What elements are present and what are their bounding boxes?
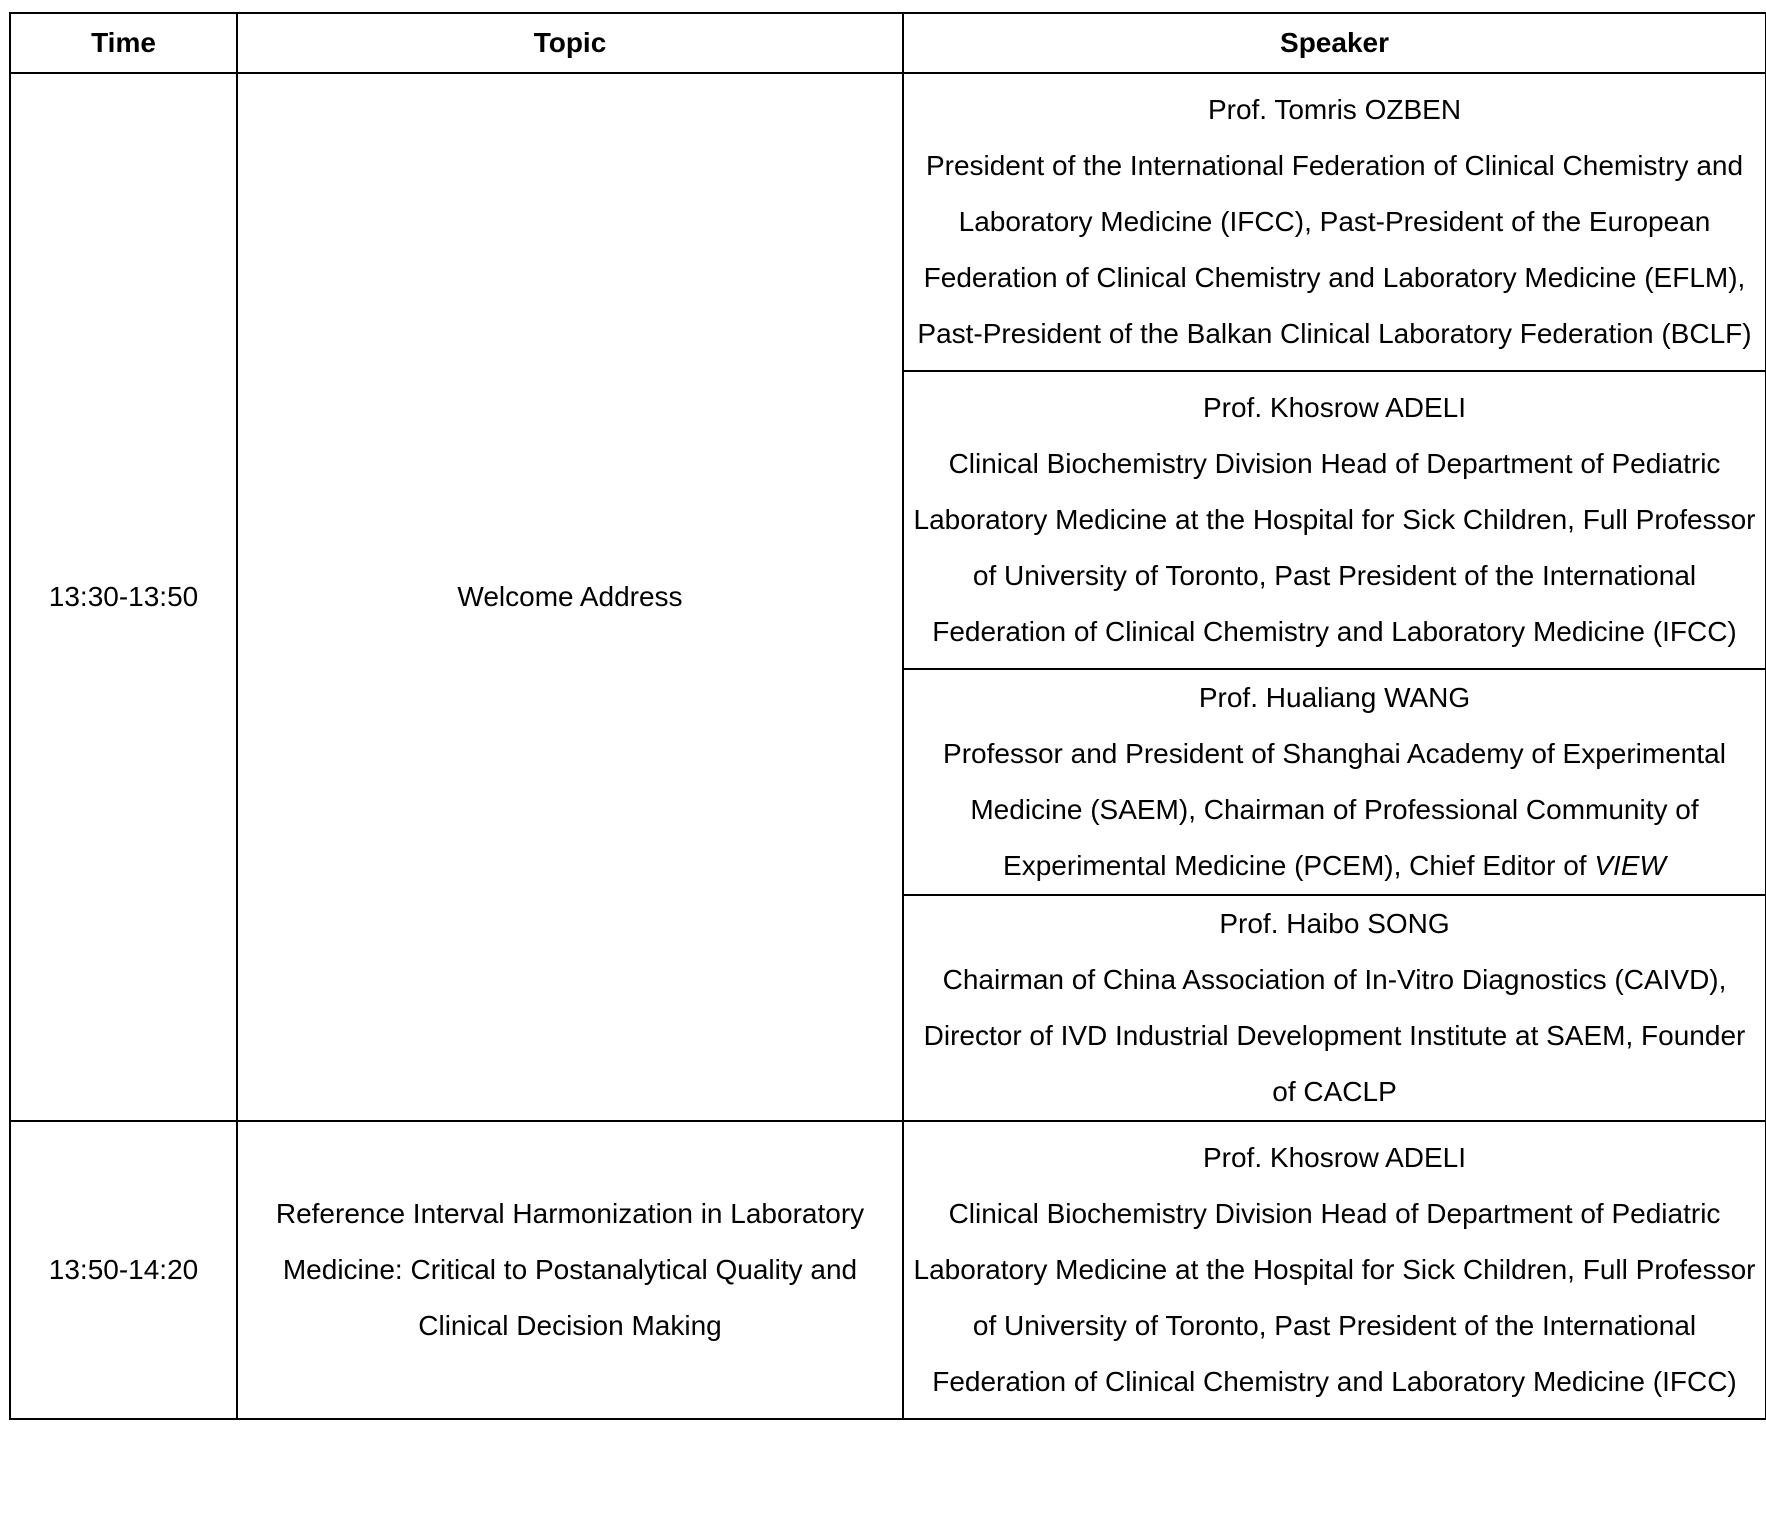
speaker-description-text: Professor and President of Shanghai Academy of Experimental Medicine (SAEM), Chairman of Professional Community of Experimental Medicine (PCEM), Chief Editor of (943, 738, 1726, 881)
table-row (10, 73, 1766, 371)
speaker-cell (903, 1121, 1766, 1419)
session-topic (237, 73, 903, 1121)
speaker-name: Prof. Khosrow ADELI (1202, 392, 1466, 423)
header-topic: Topic (237, 13, 903, 73)
agenda-table (9, 12, 1766, 1420)
speaker-description: Clinical Biochemistry Division Head of Department of Pediatric Laboratory Medicine at the Hospital for Sick Children, Full Professor of University of Toronto, Past President of the International Federation of Clinical Chemistry and Laboratory Medicine (IFCC) (913, 448, 1756, 647)
speaker-name: Prof. Tomris OZBEN (1207, 94, 1462, 125)
header-row (10, 13, 1766, 73)
speaker-description: Chairman of China Association of In-Vitro Diagnostics (CAIVD), Director of IVD Industrial Development Institute at SAEM, Founder of CACLP (923, 964, 1746, 1107)
speaker-cell (903, 371, 1766, 669)
speaker-cell (903, 73, 1766, 371)
speaker-description: Clinical Biochemistry Division Head of Department of Pediatric Laboratory Medicine at the Hospital for Sick Children, Full Professor of University of Toronto, Past President of the International Federation of Clinical Chemistry and Laboratory Medicine (IFCC) (913, 1198, 1756, 1397)
session-time: 13:30-13:50 (10, 73, 237, 1121)
speaker-cell (903, 895, 1766, 1121)
session-time: 13:50-14:20 (10, 1121, 237, 1419)
speaker-name: Prof. Hualiang WANG (1198, 682, 1471, 713)
table-row (10, 1121, 1766, 1419)
header-time: Time (10, 13, 237, 73)
speaker-name: Prof. Haibo SONG (1219, 908, 1450, 939)
header-speaker: Speaker (903, 13, 1766, 73)
speaker-name: Prof. Khosrow ADELI (1202, 1142, 1466, 1173)
journal-name: VIEW (1594, 850, 1666, 881)
speaker-cell (903, 669, 1766, 895)
speaker-description (910, 726, 1759, 894)
session-topic-text: Reference Interval Harmonization in Laboratory Medicine: Critical to Postanalytical Quality and Clinical Decision Making (275, 1198, 865, 1341)
session-topic (237, 1121, 903, 1419)
session-topic-text: Welcome Address (457, 581, 683, 612)
speaker-description: President of the International Federation of Clinical Chemistry and Laboratory Medicine (IFCC), Past-President of the European Federation of Clinical Chemistry and Laboratory Medicine (EFLM), Past-President of the Balkan Clinical Laboratory Federation (BCLF) (917, 150, 1752, 349)
